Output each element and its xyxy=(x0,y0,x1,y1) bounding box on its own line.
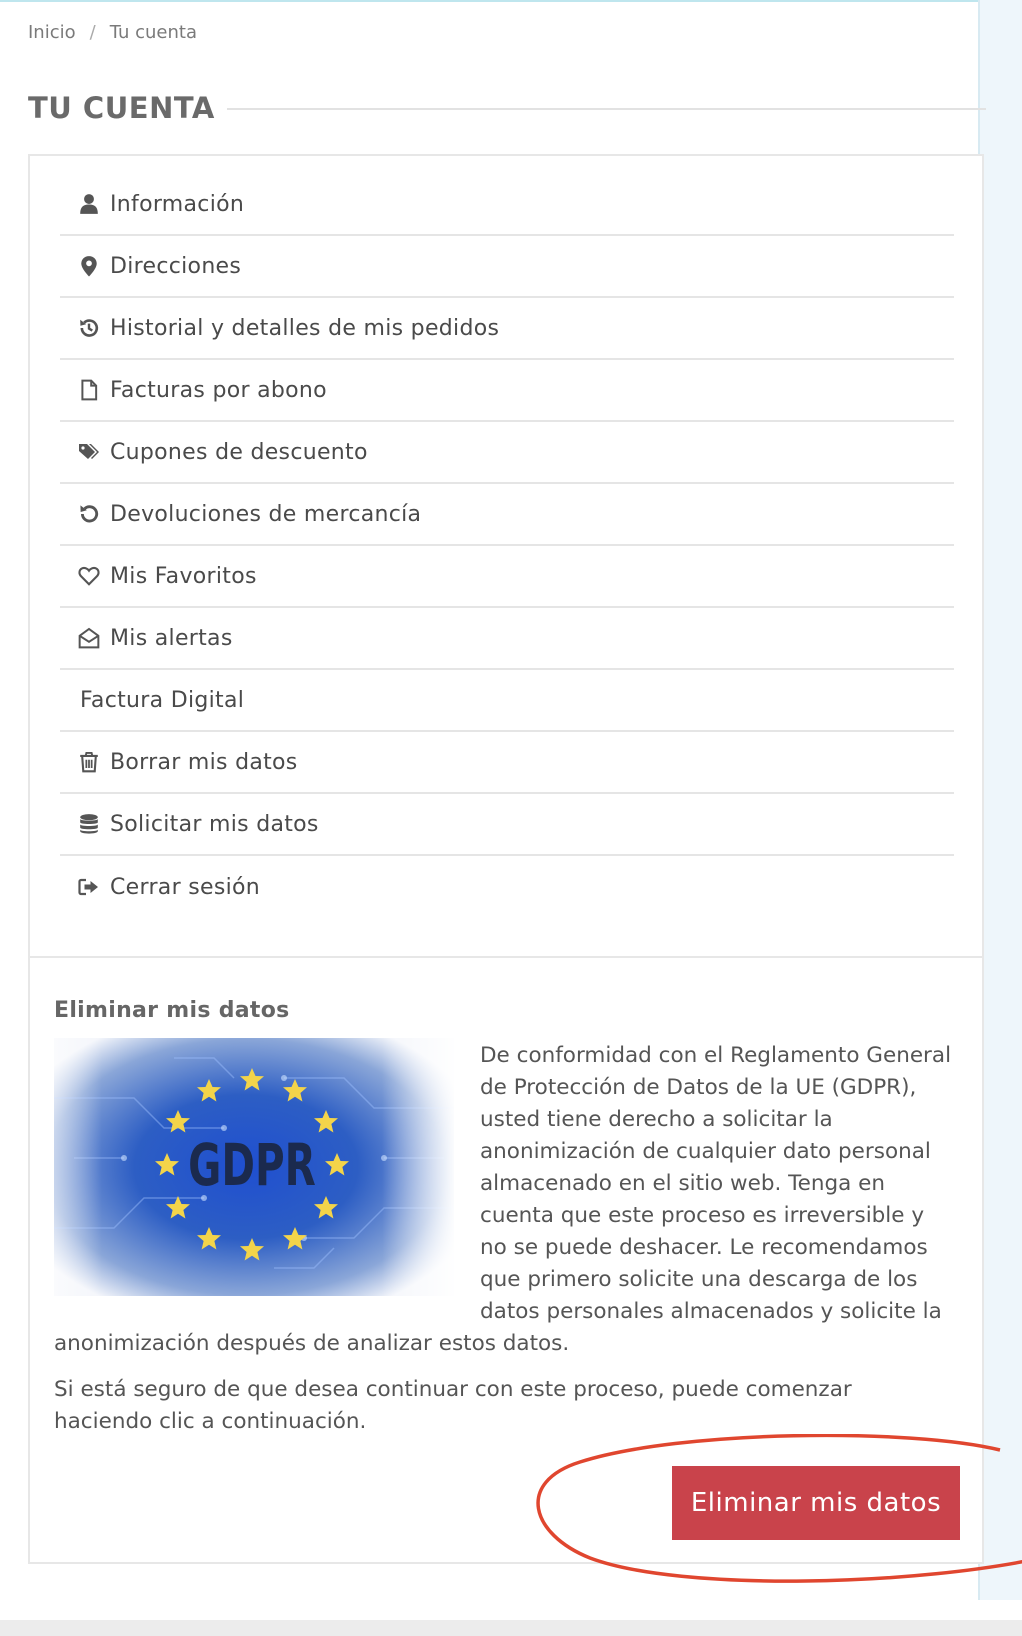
image-spacer xyxy=(54,1040,480,1302)
menu-item-solicitar-datos[interactable] xyxy=(60,794,954,856)
menu-item-informacion[interactable] xyxy=(60,174,954,236)
sign-out-icon xyxy=(78,875,100,899)
breadcrumb xyxy=(28,22,197,43)
footer-strip xyxy=(0,1620,1022,1636)
user-icon xyxy=(78,192,100,216)
gdpr-description-text: De conformidad con el Reglamento General de Protección de Datos de la UE (GDPR), usted tiene derecho a solicitar la anonimización de cualquier dato personal almacenado en el sitio web. Tenga en cuenta que este proceso es irreversible y no se puede deshacer. Le recomendamos que primero solicite una descarga de los datos personales almacenados y solicite la anonimización después de analizar estos datos. xyxy=(54,1043,952,1356)
menu-item-label: Devoluciones de mercancía xyxy=(110,501,422,527)
top-border xyxy=(0,0,1022,2)
page-header xyxy=(28,88,986,128)
menu-item-label: Solicitar mis datos xyxy=(110,811,319,837)
menu-item-label: Cerrar sesión xyxy=(110,874,260,900)
menu-item-label: Factura Digital xyxy=(80,687,245,713)
menu-item-favoritos[interactable] xyxy=(60,546,954,608)
heart-icon xyxy=(78,564,100,588)
gdpr-description xyxy=(54,1040,954,1360)
menu-item-label: Cupones de descuento xyxy=(110,439,368,465)
menu-item-label: Mis Favoritos xyxy=(110,563,257,589)
undo-icon xyxy=(78,502,100,526)
menu-item-label: Historial y detalles de mis pedidos xyxy=(110,315,500,341)
map-marker-icon xyxy=(78,254,100,278)
breadcrumb-separator: / xyxy=(89,22,96,43)
account-panel xyxy=(28,154,984,1564)
menu-item-label: Direcciones xyxy=(110,253,242,279)
section-divider xyxy=(30,956,982,958)
menu-item-label: Información xyxy=(110,191,245,217)
menu-item-historial[interactable] xyxy=(60,298,954,360)
file-icon xyxy=(78,378,100,402)
menu-item-alertas[interactable] xyxy=(60,608,954,670)
menu-item-label: Borrar mis datos xyxy=(110,749,298,775)
menu-item-label: Facturas por abono xyxy=(110,377,327,403)
tags-icon xyxy=(78,440,100,464)
page-title: TU CUENTA xyxy=(28,91,227,125)
menu-item-borrar-datos[interactable] xyxy=(60,732,954,794)
delete-data-button[interactable]: Eliminar mis datos xyxy=(672,1466,960,1540)
section-title: Eliminar mis datos xyxy=(54,998,290,1023)
menu-item-cupones[interactable] xyxy=(60,422,954,484)
page-edge xyxy=(978,0,1022,1600)
history-icon xyxy=(78,316,100,340)
menu-item-factura-digital[interactable] xyxy=(60,670,954,732)
account-menu xyxy=(60,174,954,918)
menu-item-label: Mis alertas xyxy=(110,625,233,651)
envelope-open-icon xyxy=(78,626,100,650)
menu-item-direcciones[interactable] xyxy=(60,236,954,298)
database-icon xyxy=(78,812,100,836)
gdpr-confirm-text: Si está seguro de que desea continuar con este proceso, puede comenzar haciendo clic a continuación. xyxy=(54,1377,852,1434)
breadcrumb-home-link[interactable]: Inicio xyxy=(28,22,76,43)
trash-icon xyxy=(78,750,100,774)
breadcrumb-current: Tu cuenta xyxy=(109,22,197,43)
menu-item-facturas[interactable] xyxy=(60,360,954,422)
menu-item-cerrar-sesion[interactable] xyxy=(60,856,954,918)
menu-item-devoluciones[interactable] xyxy=(60,484,954,546)
